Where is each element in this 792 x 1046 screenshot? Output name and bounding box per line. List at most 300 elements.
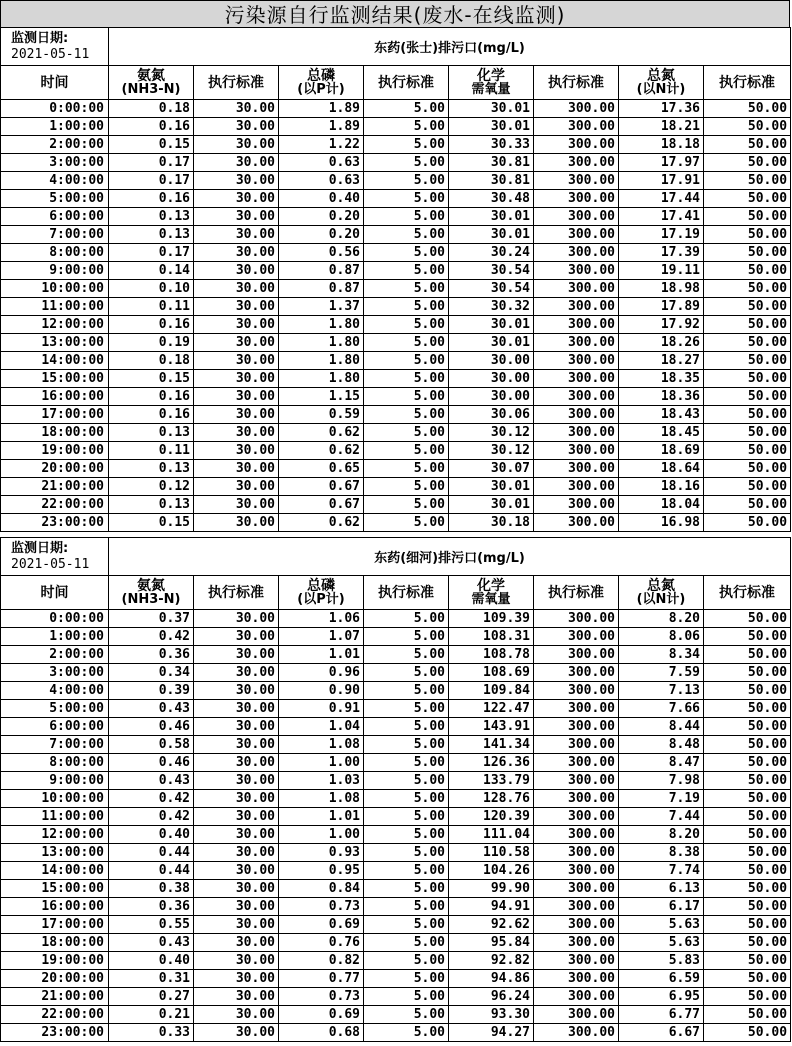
nh3-standard: 30.00 xyxy=(194,700,279,718)
tp-value: 0.73 xyxy=(279,898,364,916)
tp-value: 0.62 xyxy=(279,424,364,442)
cod-standard: 300.00 xyxy=(534,496,619,514)
table-row xyxy=(1,646,791,664)
tn-standard: 50.00 xyxy=(704,628,791,646)
cod-value: 122.47 xyxy=(449,700,534,718)
time-cell: 20:00:00 xyxy=(1,460,109,478)
time-cell: 13:00:00 xyxy=(1,334,109,352)
tp-value: 0.67 xyxy=(279,496,364,514)
nh3-value: 0.16 xyxy=(109,406,194,424)
nh3-standard: 30.00 xyxy=(194,916,279,934)
tp-standard: 5.00 xyxy=(364,334,449,352)
cod-standard: 300.00 xyxy=(534,424,619,442)
nh3-value: 0.44 xyxy=(109,844,194,862)
nh3-standard: 30.00 xyxy=(194,646,279,664)
nh3-value: 0.43 xyxy=(109,934,194,952)
nh3-value: 0.34 xyxy=(109,664,194,682)
nh3-standard: 30.00 xyxy=(194,682,279,700)
tn-value: 18.27 xyxy=(619,352,704,370)
tn-standard: 50.00 xyxy=(704,844,791,862)
table-row xyxy=(1,934,791,952)
nh3-value: 0.15 xyxy=(109,514,194,532)
tp-value: 1.80 xyxy=(279,334,364,352)
nh3-value: 0.19 xyxy=(109,334,194,352)
nh3-standard: 30.00 xyxy=(194,1024,279,1042)
cod-value: 108.78 xyxy=(449,646,534,664)
tp-value: 1.07 xyxy=(279,628,364,646)
cod-value: 95.84 xyxy=(449,934,534,952)
header-standard: 执行标准 xyxy=(194,576,279,610)
table-row xyxy=(1,754,791,772)
cod-value: 30.54 xyxy=(449,280,534,298)
time-cell: 18:00:00 xyxy=(1,424,109,442)
table-row xyxy=(1,280,791,298)
nh3-standard: 30.00 xyxy=(194,190,279,208)
nh3-value: 0.16 xyxy=(109,388,194,406)
cod-value: 30.81 xyxy=(449,154,534,172)
tn-value: 18.35 xyxy=(619,370,704,388)
cod-value: 30.54 xyxy=(449,262,534,280)
tn-value: 17.19 xyxy=(619,226,704,244)
cod-standard: 300.00 xyxy=(534,934,619,952)
header-standard: 执行标准 xyxy=(194,66,279,100)
table-row xyxy=(1,772,791,790)
tn-standard: 50.00 xyxy=(704,262,791,280)
table-row xyxy=(1,370,791,388)
tp-value: 1.06 xyxy=(279,610,364,628)
cod-standard: 300.00 xyxy=(534,628,619,646)
tp-standard: 5.00 xyxy=(364,352,449,370)
cod-standard: 300.00 xyxy=(534,700,619,718)
cod-value: 108.69 xyxy=(449,664,534,682)
nh3-standard: 30.00 xyxy=(194,736,279,754)
cod-standard: 300.00 xyxy=(534,916,619,934)
tp-value: 1.37 xyxy=(279,298,364,316)
cod-standard: 300.00 xyxy=(534,352,619,370)
tn-standard: 50.00 xyxy=(704,1024,791,1042)
tp-value: 1.04 xyxy=(279,718,364,736)
cod-standard: 300.00 xyxy=(534,682,619,700)
report-title: 污染源自行监测结果(废水-在线监测) xyxy=(0,0,790,28)
tn-value: 7.19 xyxy=(619,790,704,808)
header-cod-line2: 需氧量 xyxy=(471,591,511,607)
cod-standard: 300.00 xyxy=(534,280,619,298)
time-cell: 5:00:00 xyxy=(1,700,109,718)
nh3-standard: 30.00 xyxy=(194,316,279,334)
cod-value: 94.91 xyxy=(449,898,534,916)
tn-value: 17.91 xyxy=(619,172,704,190)
nh3-standard: 30.00 xyxy=(194,352,279,370)
tp-standard: 5.00 xyxy=(364,844,449,862)
time-cell: 19:00:00 xyxy=(1,952,109,970)
nh3-standard: 30.00 xyxy=(194,226,279,244)
table-row xyxy=(1,628,791,646)
tn-standard: 50.00 xyxy=(704,298,791,316)
cod-value: 30.32 xyxy=(449,298,534,316)
header-standard: 执行标准 xyxy=(534,66,619,100)
cod-value: 109.84 xyxy=(449,682,534,700)
tn-value: 18.69 xyxy=(619,442,704,460)
cod-standard: 300.00 xyxy=(534,262,619,280)
tp-standard: 5.00 xyxy=(364,262,449,280)
tp-value: 0.84 xyxy=(279,880,364,898)
nh3-standard: 30.00 xyxy=(194,772,279,790)
tp-standard: 5.00 xyxy=(364,496,449,514)
cod-value: 133.79 xyxy=(449,772,534,790)
cod-value: 30.01 xyxy=(449,334,534,352)
nh3-standard: 30.00 xyxy=(194,424,279,442)
header-standard: 执行标准 xyxy=(704,576,791,610)
nh3-value: 0.13 xyxy=(109,208,194,226)
cod-standard: 300.00 xyxy=(534,952,619,970)
cod-value: 104.26 xyxy=(449,862,534,880)
cod-value: 30.01 xyxy=(449,478,534,496)
time-cell: 0:00:00 xyxy=(1,610,109,628)
nh3-standard: 30.00 xyxy=(194,844,279,862)
time-cell: 4:00:00 xyxy=(1,172,109,190)
monitoring-table-xihe xyxy=(0,537,791,1042)
tp-standard: 5.00 xyxy=(364,628,449,646)
cod-value: 30.01 xyxy=(449,100,534,118)
header-nh3 xyxy=(109,66,194,100)
cod-standard: 300.00 xyxy=(534,208,619,226)
tp-value: 0.77 xyxy=(279,970,364,988)
table-row xyxy=(1,154,791,172)
tn-value: 6.59 xyxy=(619,970,704,988)
nh3-standard: 30.00 xyxy=(194,118,279,136)
nh3-standard: 30.00 xyxy=(194,244,279,262)
table-row xyxy=(1,1006,791,1024)
nh3-value: 0.16 xyxy=(109,190,194,208)
header-standard: 执行标准 xyxy=(704,66,791,100)
monitoring-table-zhangshi xyxy=(0,27,791,532)
tn-standard: 50.00 xyxy=(704,898,791,916)
tn-standard: 50.00 xyxy=(704,370,791,388)
tn-standard: 50.00 xyxy=(704,772,791,790)
header-nh3 xyxy=(109,576,194,610)
nh3-value: 0.13 xyxy=(109,460,194,478)
cod-standard: 300.00 xyxy=(534,478,619,496)
table-row xyxy=(1,700,791,718)
cod-standard: 300.00 xyxy=(534,970,619,988)
tn-value: 7.59 xyxy=(619,664,704,682)
time-cell: 2:00:00 xyxy=(1,136,109,154)
header-tn-unit: (以N计) xyxy=(636,81,686,97)
table-row xyxy=(1,790,791,808)
time-cell: 2:00:00 xyxy=(1,646,109,664)
tn-standard: 50.00 xyxy=(704,136,791,154)
time-cell: 13:00:00 xyxy=(1,844,109,862)
nh3-standard: 30.00 xyxy=(194,898,279,916)
tn-value: 18.36 xyxy=(619,388,704,406)
tn-value: 8.20 xyxy=(619,610,704,628)
tp-value: 0.87 xyxy=(279,280,364,298)
tn-value: 18.98 xyxy=(619,280,704,298)
time-cell: 14:00:00 xyxy=(1,862,109,880)
cod-standard: 300.00 xyxy=(534,388,619,406)
time-cell: 23:00:00 xyxy=(1,514,109,532)
tn-standard: 50.00 xyxy=(704,496,791,514)
cod-value: 30.18 xyxy=(449,514,534,532)
cod-value: 30.01 xyxy=(449,118,534,136)
table-row xyxy=(1,898,791,916)
tn-standard: 50.00 xyxy=(704,826,791,844)
nh3-value: 0.18 xyxy=(109,100,194,118)
date-value: 2021-05-11 xyxy=(11,556,90,572)
nh3-value: 0.11 xyxy=(109,442,194,460)
tp-value: 1.01 xyxy=(279,646,364,664)
table-row xyxy=(1,682,791,700)
header-cod-line1: 化学 xyxy=(477,67,505,84)
nh3-value: 0.42 xyxy=(109,790,194,808)
tp-standard: 5.00 xyxy=(364,862,449,880)
header-cod xyxy=(449,576,534,610)
date-label: 监测日期: xyxy=(11,30,69,46)
tp-standard: 5.00 xyxy=(364,424,449,442)
tp-standard: 5.00 xyxy=(364,280,449,298)
cod-standard: 300.00 xyxy=(534,406,619,424)
cod-standard: 300.00 xyxy=(534,664,619,682)
tn-standard: 50.00 xyxy=(704,736,791,754)
tn-value: 8.47 xyxy=(619,754,704,772)
tn-value: 17.92 xyxy=(619,316,704,334)
tp-value: 0.40 xyxy=(279,190,364,208)
nh3-value: 0.46 xyxy=(109,754,194,772)
time-cell: 7:00:00 xyxy=(1,226,109,244)
cod-value: 92.82 xyxy=(449,952,534,970)
table-row xyxy=(1,880,791,898)
nh3-standard: 30.00 xyxy=(194,100,279,118)
time-cell: 9:00:00 xyxy=(1,262,109,280)
cod-standard: 300.00 xyxy=(534,118,619,136)
header-tp-unit: (以P计) xyxy=(297,81,345,97)
cod-standard: 300.00 xyxy=(534,298,619,316)
nh3-standard: 30.00 xyxy=(194,970,279,988)
time-cell: 11:00:00 xyxy=(1,808,109,826)
tp-standard: 5.00 xyxy=(364,316,449,334)
tn-standard: 50.00 xyxy=(704,388,791,406)
time-cell: 10:00:00 xyxy=(1,280,109,298)
tp-value: 0.62 xyxy=(279,442,364,460)
tn-standard: 50.00 xyxy=(704,316,791,334)
tp-value: 1.00 xyxy=(279,754,364,772)
tn-value: 18.21 xyxy=(619,118,704,136)
tp-standard: 5.00 xyxy=(364,1006,449,1024)
tn-standard: 50.00 xyxy=(704,442,791,460)
tp-value: 0.73 xyxy=(279,988,364,1006)
cod-value: 141.34 xyxy=(449,736,534,754)
table-row xyxy=(1,478,791,496)
tn-standard: 50.00 xyxy=(704,514,791,532)
nh3-value: 0.40 xyxy=(109,826,194,844)
cod-standard: 300.00 xyxy=(534,244,619,262)
nh3-standard: 30.00 xyxy=(194,664,279,682)
nh3-standard: 30.00 xyxy=(194,934,279,952)
nh3-standard: 30.00 xyxy=(194,718,279,736)
cod-standard: 300.00 xyxy=(534,718,619,736)
cod-standard: 300.00 xyxy=(534,316,619,334)
time-cell: 21:00:00 xyxy=(1,988,109,1006)
cod-value: 143.91 xyxy=(449,718,534,736)
tp-standard: 5.00 xyxy=(364,244,449,262)
tp-standard: 5.00 xyxy=(364,1024,449,1042)
time-cell: 16:00:00 xyxy=(1,898,109,916)
header-tp-unit: (以P计) xyxy=(297,591,345,607)
nh3-value: 0.37 xyxy=(109,610,194,628)
tp-value: 1.01 xyxy=(279,808,364,826)
tp-value: 1.22 xyxy=(279,136,364,154)
tn-value: 7.44 xyxy=(619,808,704,826)
tn-value: 18.26 xyxy=(619,334,704,352)
table-row xyxy=(1,718,791,736)
tn-standard: 50.00 xyxy=(704,880,791,898)
table-row xyxy=(1,406,791,424)
time-cell: 12:00:00 xyxy=(1,826,109,844)
table-row xyxy=(1,262,791,280)
nh3-standard: 30.00 xyxy=(194,808,279,826)
nh3-value: 0.40 xyxy=(109,952,194,970)
table-row xyxy=(1,496,791,514)
time-cell: 22:00:00 xyxy=(1,1006,109,1024)
time-cell: 18:00:00 xyxy=(1,934,109,952)
time-cell: 17:00:00 xyxy=(1,406,109,424)
nh3-value: 0.12 xyxy=(109,478,194,496)
header-cod-line1: 化学 xyxy=(477,577,505,594)
date-value: 2021-05-11 xyxy=(11,46,90,62)
tp-value: 0.95 xyxy=(279,862,364,880)
tn-value: 17.97 xyxy=(619,154,704,172)
cod-value: 30.01 xyxy=(449,226,534,244)
time-cell: 11:00:00 xyxy=(1,298,109,316)
time-cell: 15:00:00 xyxy=(1,370,109,388)
cod-value: 30.01 xyxy=(449,208,534,226)
nh3-standard: 30.00 xyxy=(194,880,279,898)
tp-standard: 5.00 xyxy=(364,460,449,478)
header-tn xyxy=(619,66,704,100)
cod-standard: 300.00 xyxy=(534,646,619,664)
nh3-value: 0.13 xyxy=(109,496,194,514)
tp-value: 0.63 xyxy=(279,154,364,172)
table-row xyxy=(1,970,791,988)
nh3-standard: 30.00 xyxy=(194,280,279,298)
time-cell: 17:00:00 xyxy=(1,916,109,934)
tn-standard: 50.00 xyxy=(704,916,791,934)
nh3-value: 0.36 xyxy=(109,646,194,664)
tn-value: 18.45 xyxy=(619,424,704,442)
cod-value: 30.01 xyxy=(449,316,534,334)
time-cell: 23:00:00 xyxy=(1,1024,109,1042)
tp-value: 0.90 xyxy=(279,682,364,700)
cod-value: 30.33 xyxy=(449,136,534,154)
tp-value: 0.67 xyxy=(279,478,364,496)
nh3-value: 0.46 xyxy=(109,718,194,736)
tp-standard: 5.00 xyxy=(364,370,449,388)
cod-value: 108.31 xyxy=(449,628,534,646)
tn-standard: 50.00 xyxy=(704,1006,791,1024)
table-row xyxy=(1,514,791,532)
nh3-standard: 30.00 xyxy=(194,610,279,628)
tp-value: 0.69 xyxy=(279,916,364,934)
tp-value: 0.82 xyxy=(279,952,364,970)
tn-standard: 50.00 xyxy=(704,934,791,952)
header-standard: 执行标准 xyxy=(534,576,619,610)
time-cell: 14:00:00 xyxy=(1,352,109,370)
tp-standard: 5.00 xyxy=(364,772,449,790)
tn-standard: 50.00 xyxy=(704,754,791,772)
header-tp xyxy=(279,66,364,100)
tp-standard: 5.00 xyxy=(364,898,449,916)
cod-value: 128.76 xyxy=(449,790,534,808)
header-standard: 执行标准 xyxy=(364,66,449,100)
cod-value: 30.07 xyxy=(449,460,534,478)
tn-value: 6.77 xyxy=(619,1006,704,1024)
header-time: 时间 xyxy=(1,66,109,100)
header-tn-unit: (以N计) xyxy=(636,591,686,607)
cod-standard: 300.00 xyxy=(534,772,619,790)
header-nh3-name: 氨氮 xyxy=(137,577,165,594)
cod-value: 109.39 xyxy=(449,610,534,628)
nh3-value: 0.42 xyxy=(109,808,194,826)
tn-value: 17.41 xyxy=(619,208,704,226)
tn-standard: 50.00 xyxy=(704,988,791,1006)
tn-standard: 50.00 xyxy=(704,172,791,190)
time-cell: 8:00:00 xyxy=(1,754,109,772)
nh3-standard: 30.00 xyxy=(194,262,279,280)
monitoring-date-cell xyxy=(1,28,109,66)
cod-standard: 300.00 xyxy=(534,862,619,880)
time-cell: 6:00:00 xyxy=(1,718,109,736)
nh3-value: 0.38 xyxy=(109,880,194,898)
tp-standard: 5.00 xyxy=(364,226,449,244)
tn-standard: 50.00 xyxy=(704,478,791,496)
tn-standard: 50.00 xyxy=(704,424,791,442)
cod-standard: 300.00 xyxy=(534,460,619,478)
tn-standard: 50.00 xyxy=(704,970,791,988)
cod-standard: 300.00 xyxy=(534,610,619,628)
cod-value: 30.48 xyxy=(449,190,534,208)
tp-standard: 5.00 xyxy=(364,916,449,934)
time-cell: 0:00:00 xyxy=(1,100,109,118)
tp-standard: 5.00 xyxy=(364,646,449,664)
tp-standard: 5.00 xyxy=(364,880,449,898)
cod-value: 30.00 xyxy=(449,352,534,370)
header-standard: 执行标准 xyxy=(364,576,449,610)
table-row xyxy=(1,172,791,190)
tn-value: 8.44 xyxy=(619,718,704,736)
nh3-value: 0.39 xyxy=(109,682,194,700)
tp-value: 1.80 xyxy=(279,352,364,370)
tp-value: 0.63 xyxy=(279,172,364,190)
cod-value: 30.24 xyxy=(449,244,534,262)
tn-value: 5.83 xyxy=(619,952,704,970)
tp-value: 1.89 xyxy=(279,118,364,136)
nh3-value: 0.55 xyxy=(109,916,194,934)
tp-value: 0.93 xyxy=(279,844,364,862)
cod-standard: 300.00 xyxy=(534,442,619,460)
tp-standard: 5.00 xyxy=(364,682,449,700)
nh3-value: 0.44 xyxy=(109,862,194,880)
tn-value: 18.43 xyxy=(619,406,704,424)
tp-standard: 5.00 xyxy=(364,478,449,496)
tp-value: 1.15 xyxy=(279,388,364,406)
cod-value: 30.81 xyxy=(449,172,534,190)
nh3-value: 0.13 xyxy=(109,226,194,244)
nh3-value: 0.42 xyxy=(109,628,194,646)
tn-standard: 50.00 xyxy=(704,700,791,718)
cod-standard: 300.00 xyxy=(534,790,619,808)
tn-standard: 50.00 xyxy=(704,334,791,352)
table-row xyxy=(1,190,791,208)
